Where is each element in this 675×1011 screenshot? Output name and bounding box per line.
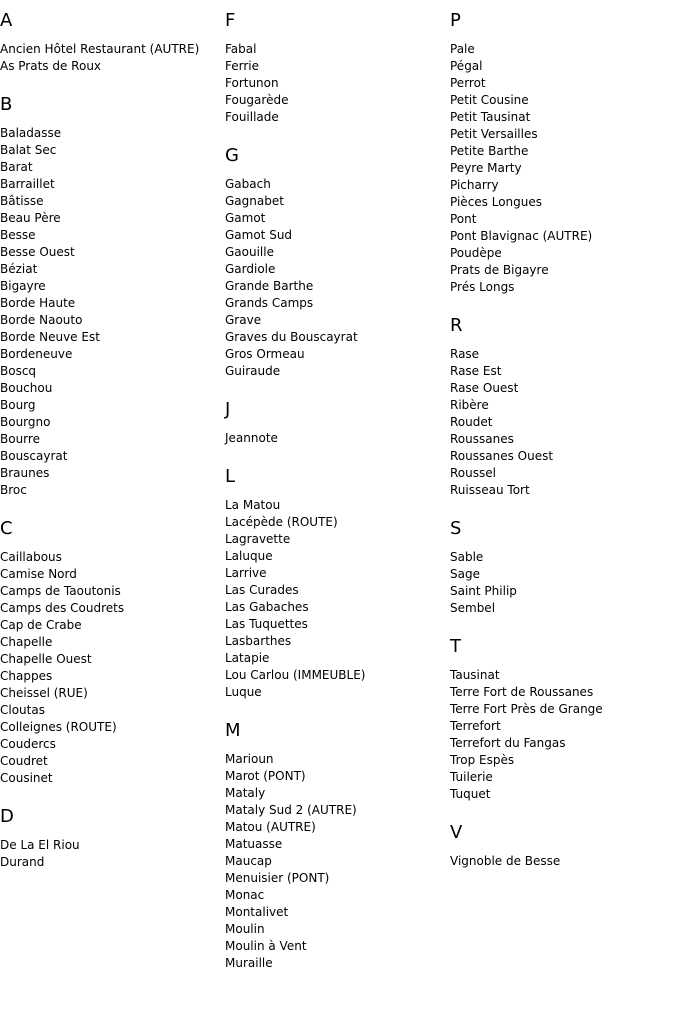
- place-entry: Vignoble de Besse: [450, 854, 561, 868]
- place-entry: Moulin: [225, 922, 265, 936]
- letter-heading: F: [225, 10, 236, 31]
- place-entry: Camps de Taoutonis: [0, 584, 121, 598]
- letter-heading: P: [450, 10, 461, 31]
- place-entry: Menuisier (PONT): [225, 871, 330, 885]
- place-entry: As Prats de Roux: [0, 59, 102, 73]
- place-entry: Gagnabet: [225, 194, 284, 208]
- place-entry: Grave: [225, 313, 262, 327]
- place-entry: Matou (AUTRE): [225, 820, 316, 834]
- place-entry: Chapelle: [0, 635, 53, 649]
- letter-heading: L: [225, 466, 236, 487]
- place-entry: Terrefort du Fangas: [450, 736, 566, 750]
- place-entry: Prats de Bigayre: [450, 263, 549, 277]
- place-entry: Tuquet: [450, 787, 491, 801]
- place-entry: Petite Barthe: [450, 144, 529, 158]
- place-entry: Bourre: [0, 432, 40, 446]
- place-entry: Durand: [0, 855, 45, 869]
- place-entry: Rase: [450, 347, 480, 361]
- place-entry: Mataly Sud 2 (AUTRE): [225, 803, 357, 817]
- place-entry: Pièces Longues: [450, 195, 543, 209]
- place-entry: Gardiole: [225, 262, 276, 276]
- place-entry: Sage: [450, 567, 480, 581]
- entry-list: [450, 667, 675, 803]
- place-entry: Graves du Bouscayrat: [225, 330, 358, 344]
- place-entry: Maucap: [225, 854, 272, 868]
- place-entry: Caillabous: [0, 550, 62, 564]
- letter-heading: M: [225, 720, 241, 741]
- index-column: [0, 10, 225, 890]
- place-entry: Roudet: [450, 415, 493, 429]
- place-entry: Bourg: [0, 398, 36, 412]
- place-entry: Béziat: [0, 262, 38, 276]
- place-entry: Chapelle Ouest: [0, 652, 92, 666]
- entry-list: [450, 41, 675, 296]
- place-entry: Balat Sec: [0, 143, 57, 157]
- letter-group-f: [225, 10, 450, 126]
- letter-heading: V: [450, 822, 463, 843]
- place-entry: La Matou: [225, 498, 281, 512]
- place-entry: Muraille: [225, 956, 273, 970]
- place-entry: Montalivet: [225, 905, 289, 919]
- entry-list: [450, 853, 675, 870]
- place-entry: Saint Philip: [450, 584, 517, 598]
- entry-list: [225, 497, 450, 701]
- letter-heading: G: [225, 145, 239, 166]
- place-entry: Fortunon: [225, 76, 279, 90]
- place-entry: Besse Ouest: [0, 245, 75, 259]
- place-entry: Marot (PONT): [225, 769, 306, 783]
- place-entry: Marioun: [225, 752, 274, 766]
- place-entry: Guiraude: [225, 364, 281, 378]
- place-entry: Grands Camps: [225, 296, 314, 310]
- place-entry: Las Gabaches: [225, 600, 309, 614]
- place-entry: Larrive: [225, 566, 267, 580]
- place-entry: Boscq: [0, 364, 37, 378]
- place-entry: Moulin à Vent: [225, 939, 307, 953]
- place-entry: Gaouille: [225, 245, 274, 259]
- letter-heading: B: [0, 94, 13, 115]
- letter-heading: R: [450, 315, 463, 336]
- place-entry: Lasbarthes: [225, 634, 292, 648]
- place-entry: Lacépède (ROUTE): [225, 515, 338, 529]
- letter-group-s: [450, 518, 675, 617]
- place-entry: Fouillade: [225, 110, 279, 124]
- place-entry: Petit Tausinat: [450, 110, 531, 124]
- place-entry: Perrot: [450, 76, 486, 90]
- letter-group-r: [450, 315, 675, 499]
- entry-list: [225, 176, 450, 380]
- place-entry: Jeannote: [225, 431, 278, 445]
- place-entry: Barraillet: [0, 177, 55, 191]
- place-entry: Lou Carlou (IMMEUBLE): [225, 668, 366, 682]
- place-entry: Rase Ouest: [450, 381, 519, 395]
- place-entry: Roussanes Ouest: [450, 449, 554, 463]
- place-entry: Borde Naouto: [0, 313, 83, 327]
- place-entry: Laluque: [225, 549, 273, 563]
- place-entry: Cousinet: [0, 771, 53, 785]
- place-entry: Terrefort: [450, 719, 501, 733]
- place-entry: Pégal: [450, 59, 483, 73]
- letter-group-m: [225, 720, 450, 972]
- place-entry: Gros Ormeau: [225, 347, 305, 361]
- place-entry: Ferrie: [225, 59, 260, 73]
- letter-heading: A: [0, 10, 13, 31]
- letter-group-b: [0, 94, 225, 499]
- place-entry: Fabal: [225, 42, 257, 56]
- letter-heading: J: [225, 399, 231, 420]
- place-entry: Bourgno: [0, 415, 51, 429]
- place-entry: Tuilerie: [450, 770, 493, 784]
- place-entry: Monac: [225, 888, 265, 902]
- place-entry: Gamot Sud: [225, 228, 293, 242]
- place-entry: Camise Nord: [0, 567, 77, 581]
- place-entry: Cap de Crabe: [0, 618, 82, 632]
- place-entry: Matuasse: [225, 837, 283, 851]
- place-entry: Colleignes (ROUTE): [0, 720, 117, 734]
- letter-heading: C: [0, 518, 13, 539]
- place-entry: Terre Fort de Roussanes: [450, 685, 594, 699]
- index-column: [225, 10, 450, 991]
- letter-group-d: [0, 806, 225, 871]
- letter-group-p: [450, 10, 675, 296]
- place-entry: Luque: [225, 685, 262, 699]
- place-entry: Picharry: [450, 178, 499, 192]
- place-entry: Roussel: [450, 466, 496, 480]
- letter-group-c: [0, 518, 225, 787]
- place-entry: Bâtisse: [0, 194, 44, 208]
- letter-heading: D: [0, 806, 14, 827]
- place-entry: Gamot: [225, 211, 266, 225]
- place-entry: Bouchou: [0, 381, 53, 395]
- place-entry: Gabach: [225, 177, 271, 191]
- place-entry: Poudèpe: [450, 246, 502, 260]
- place-entry: Bordeneuve: [0, 347, 73, 361]
- index-column: [450, 10, 675, 889]
- place-entry: Beau Père: [0, 211, 61, 225]
- place-entry: Ruisseau Tort: [450, 483, 530, 497]
- place-entry: Latapie: [225, 651, 270, 665]
- place-entry: Rase Est: [450, 364, 502, 378]
- place-entry: Las Curades: [225, 583, 299, 597]
- place-entry: Bouscayrat: [0, 449, 68, 463]
- place-entry: Braunes: [0, 466, 50, 480]
- place-entry: Pont: [450, 212, 477, 226]
- place-entry: Barat: [0, 160, 33, 174]
- letter-group-t: [450, 636, 675, 803]
- entry-list: [0, 837, 225, 871]
- place-entry: Mataly: [225, 786, 266, 800]
- place-entry: Ancien Hôtel Restaurant (AUTRE): [0, 42, 200, 56]
- letter-heading: S: [450, 518, 462, 539]
- place-entry: Grande Barthe: [225, 279, 314, 293]
- letter-group-l: [225, 466, 450, 701]
- place-entry: Trop Espès: [450, 753, 515, 767]
- place-entry: Tausinat: [450, 668, 500, 682]
- entry-list: [450, 346, 675, 499]
- place-entry: Las Tuquettes: [225, 617, 308, 631]
- letter-heading: T: [450, 636, 461, 657]
- place-entry: Petit Versailles: [450, 127, 538, 141]
- letter-group-j: [225, 399, 450, 447]
- place-entry: Cheissel (RUE): [0, 686, 88, 700]
- place-entry: Chappes: [0, 669, 53, 683]
- place-entry: Borde Neuve Est: [0, 330, 100, 344]
- place-entry: Lagravette: [225, 532, 291, 546]
- place-entry: Broc: [0, 483, 27, 497]
- place-entry: Camps des Coudrets: [0, 601, 125, 615]
- place-entry: Borde Haute: [0, 296, 76, 310]
- place-entry: Prés Longs: [450, 280, 515, 294]
- entry-list: [225, 751, 450, 972]
- letter-group-a: [0, 10, 225, 75]
- place-entry: Besse: [0, 228, 36, 242]
- place-entry: Roussanes: [450, 432, 514, 446]
- place-entry: Bigayre: [0, 279, 46, 293]
- place-entry: Pont Blavignac (AUTRE): [450, 229, 593, 243]
- place-entry: Fougarède: [225, 93, 289, 107]
- entry-list: [225, 41, 450, 126]
- letter-group-g: [225, 145, 450, 380]
- entry-list: [0, 125, 225, 499]
- place-entry: Terre Fort Près de Grange: [450, 702, 603, 716]
- place-entry: Pale: [450, 42, 475, 56]
- letter-group-v: [450, 822, 675, 870]
- place-entry: Cloutas: [0, 703, 45, 717]
- entry-list: [0, 549, 225, 787]
- place-entry: Peyre Marty: [450, 161, 522, 175]
- entry-list: [0, 41, 225, 75]
- place-entry: Sable: [450, 550, 484, 564]
- place-entry: Coudercs: [0, 737, 56, 751]
- place-entry: Ribère: [450, 398, 489, 412]
- place-entry: Petit Cousine: [450, 93, 529, 107]
- entry-list: [225, 430, 450, 447]
- place-entry: Baladasse: [0, 126, 62, 140]
- place-entry: Sembel: [450, 601, 496, 615]
- place-entry: Coudret: [0, 754, 48, 768]
- entry-list: [450, 549, 675, 617]
- place-entry: De La El Riou: [0, 838, 80, 852]
